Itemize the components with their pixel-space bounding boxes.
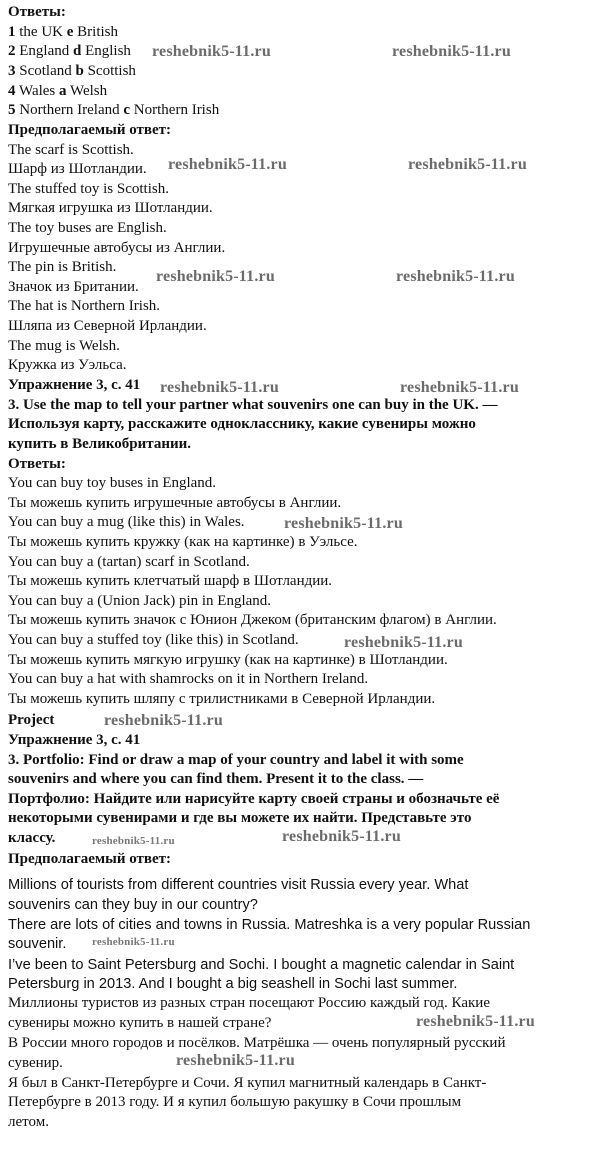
answers-heading: Ответы:	[8, 4, 66, 20]
match-right: British	[77, 24, 119, 40]
watermark: reshebnik5-11.ru	[284, 515, 403, 532]
answer-line: Ты можешь купить кружку (как на картинке) в Уэльсе.	[8, 534, 358, 550]
answer-line: Ты можешь купить шляпу с трилистниками в Северной Ирландии.	[8, 691, 436, 707]
match-number: 1	[8, 24, 16, 40]
proposed-line: Игрушечные автобусы из Англии.	[8, 240, 226, 256]
answer-line: Ты можешь купить мягкую игрушку (как на картинке) в Шотландии.	[8, 652, 448, 668]
proposed-answer-heading: Предполагаемый ответ:	[8, 122, 172, 138]
watermark: reshebnik5-11.ru	[176, 1052, 295, 1069]
watermark: reshebnik5-11.ru	[92, 936, 175, 948]
answer-line: Ты можешь купить клетчатый шарф в Шотландии.	[8, 573, 333, 589]
proposed-line: Мягкая игрушка из Шотландии.	[8, 200, 213, 216]
essay-en-line: souvenir.	[8, 936, 67, 952]
project-heading: Project	[8, 712, 55, 728]
match-left: the UK	[19, 24, 63, 40]
watermark: reshebnik5-11.ru	[392, 43, 511, 60]
exercise-heading: Упражнение 3, с. 41	[8, 377, 141, 393]
task-line: 3. Use the map to tell your partner what souvenirs one can buy in the UK. —	[8, 397, 498, 413]
proposed-line: The mug is Welsh.	[8, 338, 120, 354]
watermark: reshebnik5-11.ru	[104, 712, 223, 729]
match-left: Northern Ireland	[19, 102, 120, 118]
answer-line: You can buy a stuffed toy (like this) in Scotland.	[8, 632, 299, 648]
match-right: Welsh	[70, 83, 108, 99]
watermark: reshebnik5-11.ru	[92, 835, 175, 847]
proposed-line: Шарф из Шотландии.	[8, 161, 147, 177]
watermark: reshebnik5-11.ru	[282, 828, 401, 845]
match-letter: c	[123, 102, 131, 118]
watermark: reshebnik5-11.ru	[416, 1013, 535, 1030]
essay-en-line: There are lots of cities and towns in Russia. Matreshka is a very popular Russian	[8, 917, 531, 933]
proposed-line: The scarf is Scottish.	[8, 142, 134, 158]
match-line-1	[8, 23, 118, 43]
essay-en-line: Millions of tourists from different countries visit Russia every year. What	[8, 877, 469, 893]
watermark: reshebnik5-11.ru	[396, 268, 515, 285]
proposed-answer-heading-2: Предполагаемый ответ:	[8, 851, 172, 867]
match-number: 3	[8, 63, 16, 79]
match-right: Scottish	[87, 63, 136, 79]
answer-line: You can buy toy buses in England.	[8, 475, 217, 491]
match-line-4	[8, 82, 107, 102]
answer-line: You can buy a hat with shamrocks on it in Northern Ireland.	[8, 671, 369, 687]
essay-ru-line: сувенир.	[8, 1055, 63, 1071]
essay-en-line: Petersburg in 2013. And I bought a big seashell in Sochi last summer.	[8, 976, 458, 992]
exercise-heading-2: Упражнение 3, с. 41	[8, 732, 141, 748]
match-right: English	[85, 43, 131, 59]
watermark: reshebnik5-11.ru	[156, 268, 275, 285]
proposed-line: The toy buses are English.	[8, 220, 167, 236]
essay-ru-line: Миллионы туристов из разных стран посещают Россию каждый год. Какие	[8, 995, 490, 1011]
essay-ru-line: летом.	[8, 1114, 49, 1130]
match-letter: d	[73, 43, 82, 59]
match-letter: e	[66, 24, 74, 40]
proposed-line: Шляпа из Северной Ирландии.	[8, 318, 207, 334]
portfolio-line: некоторыми сувенирами и где вы можете их найти. Представьте это	[8, 810, 472, 826]
match-line-2	[8, 42, 131, 62]
task-line: купить в Великобритании.	[8, 436, 191, 452]
match-line-3	[8, 62, 136, 82]
watermark: reshebnik5-11.ru	[152, 43, 271, 60]
match-letter: a	[59, 83, 67, 99]
portfolio-line: souvenirs and where you can find them. Present it to the class. —	[8, 771, 424, 787]
match-left: Scotland	[19, 63, 72, 79]
portfolio-line: Портфолио: Найдите или нарисуйте карту своей страны и обозначьте её	[8, 791, 500, 807]
match-line-5	[8, 101, 219, 121]
task-line: Используя карту, расскажите однокласснику, какие сувениры можно	[8, 416, 476, 432]
match-right: Northern Irish	[133, 102, 220, 118]
answer-line: You can buy a mug (like this) in Wales.	[8, 514, 245, 530]
proposed-line: The stuffed toy is Scottish.	[8, 181, 169, 197]
proposed-line: The pin is British.	[8, 259, 117, 275]
watermark: reshebnik5-11.ru	[160, 379, 279, 396]
essay-ru-line: В России много городов и посёлков. Матрёшка — очень популярный русский	[8, 1035, 506, 1051]
match-number: 5	[8, 102, 16, 118]
portfolio-line: классу.	[8, 830, 56, 846]
essay-en-line: souvenirs can they buy in our country?	[8, 897, 258, 913]
essay-ru-line: сувениры можно купить в нашей стране?	[8, 1015, 272, 1031]
watermark: reshebnik5-11.ru	[168, 156, 287, 173]
essay-ru-line: Петербурге в 2013 году. И я купил большую ракушку в Сочи прошлым	[8, 1094, 462, 1110]
match-number: 2	[8, 43, 16, 59]
match-number: 4	[8, 83, 16, 99]
watermark: reshebnik5-11.ru	[400, 379, 519, 396]
proposed-line: Значок из Британии.	[8, 279, 139, 295]
essay-ru-line: Я был в Санкт-Петербурге и Сочи. Я купил магнитный календарь в Санкт-	[8, 1075, 487, 1091]
match-left: Wales	[18, 83, 56, 99]
watermark: reshebnik5-11.ru	[408, 156, 527, 173]
match-left: England	[19, 43, 70, 59]
answer-line: Ты можешь купить значок с Юнион Джеком (британским флагом) в Англии.	[8, 612, 497, 628]
watermark: reshebnik5-11.ru	[344, 634, 463, 651]
answer-line: You can buy a (Union Jack) pin in England.	[8, 593, 272, 609]
answer-line: You can buy a (tartan) scarf in Scotland.	[8, 554, 250, 570]
match-letter: b	[75, 63, 84, 79]
essay-en-line: I’ve been to Saint Petersburg and Sochi. I bought a magnetic calendar in Saint	[8, 957, 515, 973]
proposed-line: Кружка из Уэльса.	[8, 357, 127, 373]
portfolio-line: 3. Portfolio: Find or draw a map of your country and label it with some	[8, 752, 464, 768]
answer-line: Ты можешь купить игрушечные автобусы в Англии.	[8, 495, 342, 511]
answers-heading-2: Ответы:	[8, 456, 66, 472]
proposed-line: The hat is Northern Irish.	[8, 298, 161, 314]
